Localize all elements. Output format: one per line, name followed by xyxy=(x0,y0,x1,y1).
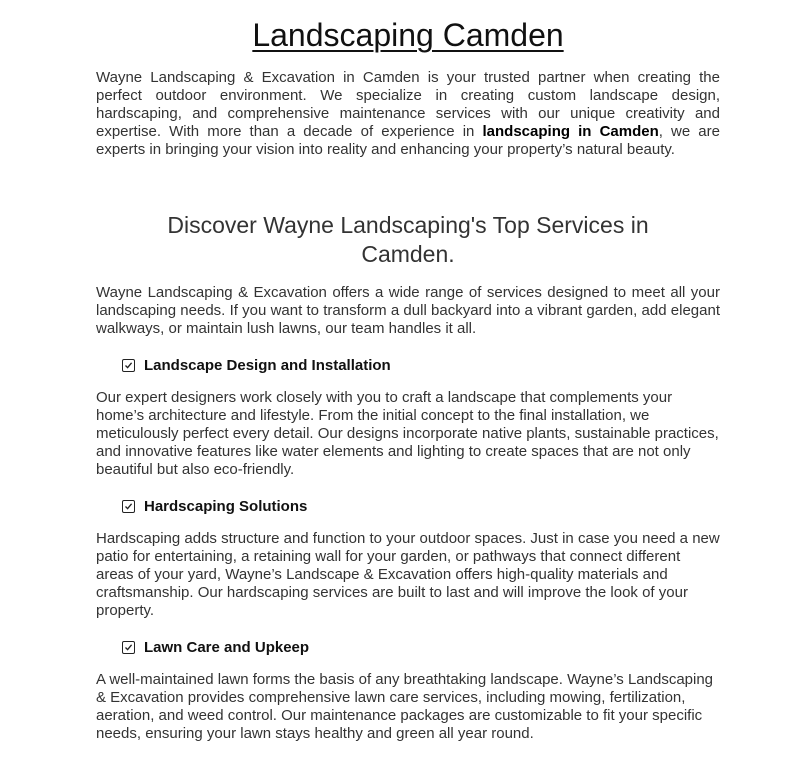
intro-paragraph xyxy=(96,69,720,159)
service-description: Hardscaping adds structure and function to your outdoor spaces. Just in case you need a new patio for entertaining, a retaining wall for your garden, or pathways that connect different areas of your yard, Wayne’s Landscape & Excavation offers high-quality materials and craftsmanship. Our hardscaping services are built to last and will improve the look of your property. xyxy=(96,530,720,619)
service-title: Landscape Design and Installation xyxy=(144,356,391,374)
service-description: A well-maintained lawn forms the basis of any breathtaking landscape. Wayne’s Landscaping & Excavation provides comprehensive lawn care services, including mowing, fertilization, aeration, and weed control. Our maintenance packages are customizable to fit your specific needs, ensuring your lawn stays healthy and green all year round. xyxy=(96,671,714,742)
service-title: Lawn Care and Upkeep xyxy=(144,638,310,656)
intro-keyword-link: landscaping in Camden xyxy=(482,123,659,140)
checkbox-icon xyxy=(122,359,135,372)
page-title: Landscaping Camden xyxy=(252,17,564,53)
service-heading-design xyxy=(122,355,720,375)
service-heading-lawn-care xyxy=(122,637,720,657)
service-title: Hardscaping Solutions xyxy=(144,497,308,515)
service-heading-hardscaping xyxy=(122,496,720,516)
intro-text-end: , we are experts in bringing your vision into reality and enhancing your property’s natural beauty. xyxy=(96,123,720,158)
services-intro: Wayne Landscaping & Excavation offers a wide range of services designed to meet all your landscaping needs. If you want to transform a dull backyard into a vibrant garden, add elegant walkways, or maintain lush lawns, our team handles it all. xyxy=(96,284,720,337)
services-section-title: Discover Wayne Landscaping's Top Services in Camden. xyxy=(167,212,649,267)
page-content xyxy=(96,0,720,743)
checkbox-icon xyxy=(122,500,135,513)
intro-text: Wayne Landscaping & Excavation in Camden is your trusted partner when creating the perfect outdoor environment. We specialize in creating custom landscape design, hardscaping, and comprehensive maintenance services with our unique creativity and expertise. With more than a decade of experience in xyxy=(96,69,720,140)
checkbox-icon xyxy=(122,641,135,654)
service-description: Our expert designers work closely with you to craft a landscape that complements your home’s architecture and lifestyle. From the initial concept to the final installation, we meticulously perfect every detail. Our designs incorporate native plants, sustainable practices, and innovative features like water elements and lighting to create spaces that are not only beautiful but also eco-friendly. xyxy=(96,389,719,478)
